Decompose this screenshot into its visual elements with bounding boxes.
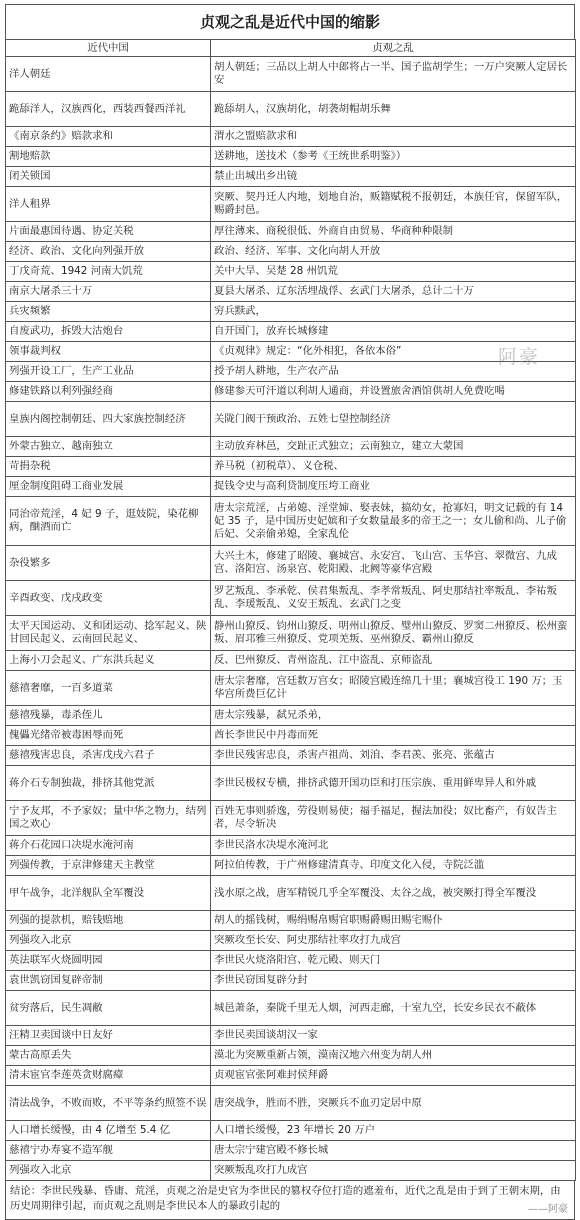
table-row bbox=[6, 766, 576, 801]
cell-modern-china: 列强的提款机，赔钱赔地 bbox=[6, 911, 211, 931]
cell-zhenguan: 唐太宗宁建宫殿不修长城 bbox=[211, 1141, 576, 1161]
table-row bbox=[6, 147, 576, 167]
conclusion-text: 结论：李世民残暴、昏庸、荒淫，贞观之治是史官为李世民的篡权夺位打造的遮羞布，近代之乱是由于到了王朝末期，由历史周期律引起，而贞观之乱则是李世民本人的暴政引起的 bbox=[10, 1185, 561, 1212]
table-row bbox=[6, 302, 576, 322]
cell-modern-china: 慈禧残暴，毒杀侄儿 bbox=[6, 706, 211, 726]
page-title: 贞观之乱是近代中国的缩影 bbox=[5, 4, 575, 39]
cell-modern-china: 经济、政治、文化向列强开放 bbox=[6, 242, 211, 262]
cell-zhenguan: 修建参天可汗道以利胡人通商，并设置旅舍酒馆供胡人免费吃喝 bbox=[211, 382, 576, 402]
cell-zhenguan: 自开国门，放弃长城修建 bbox=[211, 322, 576, 342]
table-row bbox=[6, 187, 576, 222]
table-row bbox=[6, 726, 576, 746]
watermark: 阿豪 bbox=[498, 346, 541, 368]
cell-modern-china: 列强攻入北京 bbox=[6, 1161, 211, 1181]
cell-modern-china: 汪精卫卖国谈中日友好 bbox=[6, 1026, 211, 1046]
cell-zhenguan: 城邑萧条，秦陇千里无人烟，河西走廊，十室九空，长安乡民衣不蔽体 bbox=[211, 991, 576, 1026]
cell-zhenguan: 夏县大屠杀、辽东活埋战俘、玄武门大屠杀，总计二十万 bbox=[211, 282, 576, 302]
cell-modern-china: 南京大屠杀三十万 bbox=[6, 282, 211, 302]
cell-zhenguan: 大兴土木，修建了昭陵、襄城宫、永安宫、飞山宫、玉华宫、翠微宫、九成宫、洛阳宫、汤泉宫、乾阳殿、北阙等豪华宫殿 bbox=[211, 546, 576, 581]
comparison-table bbox=[5, 39, 576, 1181]
table-row bbox=[6, 856, 576, 876]
cell-modern-china: 洋人朝廷 bbox=[6, 57, 211, 92]
cell-modern-china: 同治帝荒淫，4 妃 9 子，逛妓院，染花柳病，酗酒而亡 bbox=[6, 497, 211, 546]
cell-modern-china: 清法战争，不败而败，不平等条约照签不误 bbox=[6, 1086, 211, 1121]
cell-zhenguan: 唐太宗奢靡，宫廷数万宫女；昭陵宫殿连绵几十里；襄城宫役工 190 万；玉华宫所费巨亿计 bbox=[211, 671, 576, 706]
table-row bbox=[6, 971, 576, 991]
table-row bbox=[6, 437, 576, 457]
cell-modern-china: 慈禧宁办寿宴不造军舰 bbox=[6, 1141, 211, 1161]
table-row bbox=[6, 262, 576, 282]
cell-zhenguan: 百姓无事则骄逸，劳役则易使；福手福足，握法加役；奴比畜产，有奴告主者，尽令斩决 bbox=[211, 801, 576, 836]
cell-zhenguan: 关陇门阀干预政治、五姓七望控制经济 bbox=[211, 402, 576, 437]
cell-zhenguan: 胡人朝廷；三品以上胡人中郎将占一半、国子监胡学生；一万户突厥人定居长安 bbox=[211, 57, 576, 92]
cell-modern-china: 领事裁判权 bbox=[6, 342, 211, 362]
cell-zhenguan: 李世民残害忠良，杀害卢祖尚、刘洎、李君羡、张亮、张蕴古 bbox=[211, 746, 576, 766]
table-row bbox=[6, 282, 576, 302]
cell-zhenguan: 《贞观律》规定：“化外相犯，各依本俗” bbox=[211, 342, 576, 362]
cell-zhenguan: 突厥攻至长安、阿史那结社率攻打九成宫 bbox=[211, 931, 576, 951]
cell-modern-china: 片面最惠国待遇、协定关税 bbox=[6, 222, 211, 242]
cell-modern-china: 太平天国运动、义和团运动、捻军起义、陕甘回民起义、云南回民起义、 bbox=[6, 616, 211, 651]
cell-zhenguan: 主动放弃林邑，交趾正式独立；云南独立，建立大蒙国 bbox=[211, 437, 576, 457]
cell-modern-china: 慈禧奢靡，一百多道菜 bbox=[6, 671, 211, 706]
cell-zhenguan: 授予胡人耕地，生产农产品 bbox=[211, 362, 576, 382]
cell-zhenguan: 政治、经济、军事、文化向胡人开放 bbox=[211, 242, 576, 262]
table-row bbox=[6, 1046, 576, 1066]
cell-modern-china: 修建铁路以利列强经商 bbox=[6, 382, 211, 402]
cell-modern-china: 袁世凯窃国复辟帝制 bbox=[6, 971, 211, 991]
cell-zhenguan: 捉钱令史与高利贷制度压垮工商业 bbox=[211, 477, 576, 497]
cell-zhenguan: 突厥、契丹迁人内地，划地自治，贩籍赋税不报朝廷，本族任官，保留军队，赐爵封邑。 bbox=[211, 187, 576, 222]
cell-modern-china: 慈禧残害忠良，杀害戊戌六君子 bbox=[6, 746, 211, 766]
cell-zhenguan: 人口增长缓慢，23 年增长 20 万户 bbox=[211, 1121, 576, 1141]
table-row bbox=[6, 931, 576, 951]
table-row bbox=[6, 322, 576, 342]
table-row bbox=[6, 167, 576, 187]
cell-modern-china: 宁予友邦，不予家奴；量中华之物力，结列国之欢心 bbox=[6, 801, 211, 836]
cell-modern-china: 甲午战争，北洋舰队全军覆没 bbox=[6, 876, 211, 911]
table-row bbox=[6, 57, 576, 92]
cell-zhenguan: 突厥叛乱攻打九成宫 bbox=[211, 1161, 576, 1181]
cell-modern-china: 蒋介石专制独裁，排挤其他党派 bbox=[6, 766, 211, 801]
cell-zhenguan: 贞观宦官张阿难封侯拜爵 bbox=[211, 1066, 576, 1086]
document bbox=[5, 4, 575, 1220]
table-header-row bbox=[6, 40, 576, 57]
table-row bbox=[6, 1121, 576, 1141]
table-row bbox=[6, 1026, 576, 1046]
cell-modern-china: 杂役繁多 bbox=[6, 546, 211, 581]
table-row bbox=[6, 1086, 576, 1121]
table-row bbox=[6, 911, 576, 931]
table-row bbox=[6, 362, 576, 382]
cell-modern-china: 贫穷落后，民生凋敝 bbox=[6, 991, 211, 1026]
table-row bbox=[6, 581, 576, 616]
cell-modern-china: 外蒙古独立、越南独立 bbox=[6, 437, 211, 457]
table-row bbox=[6, 457, 576, 477]
table-row bbox=[6, 746, 576, 766]
table-row bbox=[6, 342, 576, 362]
cell-modern-china: 蒋介石花园口决堤水淹河南 bbox=[6, 836, 211, 856]
cell-modern-china: 人口增长缓慢，由 4 亿增至 5.4 亿 bbox=[6, 1121, 211, 1141]
cell-zhenguan: 李世民卖国谈胡汉一家 bbox=[211, 1026, 576, 1046]
table-row bbox=[6, 836, 576, 856]
table-row bbox=[6, 801, 576, 836]
table-row bbox=[6, 382, 576, 402]
cell-modern-china: 割地赔款 bbox=[6, 147, 211, 167]
cell-zhenguan: 养马税（初税草）、义仓税、 bbox=[211, 457, 576, 477]
cell-modern-china: 丁戊奇荒、1942 河南大饥荒 bbox=[6, 262, 211, 282]
cell-zhenguan: 唐太宗残暴，弑兄杀弟， bbox=[211, 706, 576, 726]
cell-zhenguan: 李世民洛水决堤水淹河北 bbox=[211, 836, 576, 856]
cell-zhenguan: 李世民火烧洛阳宫、乾元殿、则天门 bbox=[211, 951, 576, 971]
cell-zhenguan: 漠北为突厥重新占领，漠南汉地六州变为胡人州 bbox=[211, 1046, 576, 1066]
cell-modern-china: 蒙古高原丢失 bbox=[6, 1046, 211, 1066]
table-row bbox=[6, 951, 576, 971]
cell-zhenguan: 禁止出城出乡出镜 bbox=[211, 167, 576, 187]
table-row bbox=[6, 991, 576, 1026]
cell-zhenguan: 静州山獠反、钧州山獠反、明州山獠反、璧州山獠反、罗窦二州獠反、松州蛮叛、眉邛雅三州獠反、党项羌叛、巫州獠反、霸州山獠反 bbox=[211, 616, 576, 651]
cell-zhenguan: 李世民极权专横，排挤武德开国功臣和打压宗族、重用鲜卑异人和外戚 bbox=[211, 766, 576, 801]
cell-zhenguan: 胡人的摇钱树，赐绢赐帛赐官职赐爵赐田赐宅赐仆 bbox=[211, 911, 576, 931]
header-modern-china: 近代中国 bbox=[6, 40, 211, 57]
table-row bbox=[6, 477, 576, 497]
cell-modern-china: 洋人租界 bbox=[6, 187, 211, 222]
cell-modern-china: 厘金制度阻碍工商业发展 bbox=[6, 477, 211, 497]
table-row bbox=[6, 242, 576, 262]
cell-zhenguan: 李世民窃国复辟分封 bbox=[211, 971, 576, 991]
cell-zhenguan: 送耕地，送技术（参考《王统世系明鉴》） bbox=[211, 147, 576, 167]
table-row bbox=[6, 546, 576, 581]
table-row bbox=[6, 876, 576, 911]
table-row bbox=[6, 222, 576, 242]
table-body bbox=[6, 57, 576, 1181]
table-row bbox=[6, 497, 576, 546]
table-row bbox=[6, 651, 576, 671]
cell-modern-china: 苛捐杂税 bbox=[6, 457, 211, 477]
author-signature: ——阿豪 bbox=[528, 1204, 568, 1215]
cell-modern-china: 跪舔洋人，汉族西化，西装西餐西洋礼 bbox=[6, 92, 211, 127]
header-zhenguan: 贞观之乱 bbox=[211, 40, 576, 57]
table-row bbox=[6, 616, 576, 651]
table-row bbox=[6, 1141, 576, 1161]
cell-modern-china: 上海小刀会起义、广东洪兵起义 bbox=[6, 651, 211, 671]
cell-modern-china: 自废武功，拆毁大沽炮台 bbox=[6, 322, 211, 342]
cell-modern-china: 英法联军火烧圆明园 bbox=[6, 951, 211, 971]
cell-modern-china: 闭关锁国 bbox=[6, 167, 211, 187]
table-row bbox=[6, 402, 576, 437]
cell-modern-china: 清末宦官李莲英贪财腐瘴 bbox=[6, 1066, 211, 1086]
cell-modern-china: 兵灾频繁 bbox=[6, 302, 211, 322]
cell-zhenguan: 阿拉伯传教，于广州修建清真寺、印度文化入侵，寺院泛滥 bbox=[211, 856, 576, 876]
table-row bbox=[6, 92, 576, 127]
table-row bbox=[6, 671, 576, 706]
cell-modern-china: 《南京条约》赔款求和 bbox=[6, 127, 211, 147]
cell-modern-china: 列强传教，于京津修建天主教堂 bbox=[6, 856, 211, 876]
cell-modern-china: 皇族内阁控制朝廷、四大家族控制经济 bbox=[6, 402, 211, 437]
table-row bbox=[6, 706, 576, 726]
table-row bbox=[6, 1066, 576, 1086]
cell-zhenguan: 渭水之盟赔款求和 bbox=[211, 127, 576, 147]
conclusion-box bbox=[5, 1181, 575, 1220]
cell-zhenguan: 反、巴州獠反、青州盗乱、江中盗乱、京师盗乱 bbox=[211, 651, 576, 671]
table-row bbox=[6, 127, 576, 147]
cell-zhenguan: 罗艺叛乱、李承乾、侯君集叛乱、李孝常叛乱、阿史那结社率叛乱、李祐叛乱、李瑗叛乱、义安王叛乱、玄武门之变 bbox=[211, 581, 576, 616]
cell-modern-china: 傀儡光绪帝被毒困辱而死 bbox=[6, 726, 211, 746]
cell-zhenguan: 厚往薄来、商税很低、外商自由贸易、华商种种限制 bbox=[211, 222, 576, 242]
cell-zhenguan: 关中大旱、吴楚 28 州饥荒 bbox=[211, 262, 576, 282]
cell-zhenguan: 跪舔胡人，汉族胡化，胡袭胡帽胡乐舞 bbox=[211, 92, 576, 127]
cell-zhenguan: 唐突战争，胜而不胜，突厥兵不血刃定居中原 bbox=[211, 1086, 576, 1121]
table-row bbox=[6, 1161, 576, 1181]
cell-zhenguan: 酋长李世民中丹毒而死 bbox=[211, 726, 576, 746]
cell-modern-china: 辛酉政变、戊戌政变 bbox=[6, 581, 211, 616]
cell-modern-china: 列强开设工厂，生产工业品 bbox=[6, 362, 211, 382]
cell-modern-china: 列强攻入北京 bbox=[6, 931, 211, 951]
cell-zhenguan: 浅水原之战，唐军精锐几乎全军覆没、太谷之战，被突厥打得全军覆没 bbox=[211, 876, 576, 911]
cell-zhenguan: 穷兵黩武， bbox=[211, 302, 576, 322]
cell-zhenguan: 唐太宗荒淫，占弟媳、淫堂婶、娶表妹，搞幼女，抢寡妇，明文记载的有 14 妃 35 子，是中国历史妃嫔和子女数量最多的帝王之一；女儿偷和尚、儿子偷后妃、父亲偷弟媳，全家乱伦 bbox=[211, 497, 576, 546]
